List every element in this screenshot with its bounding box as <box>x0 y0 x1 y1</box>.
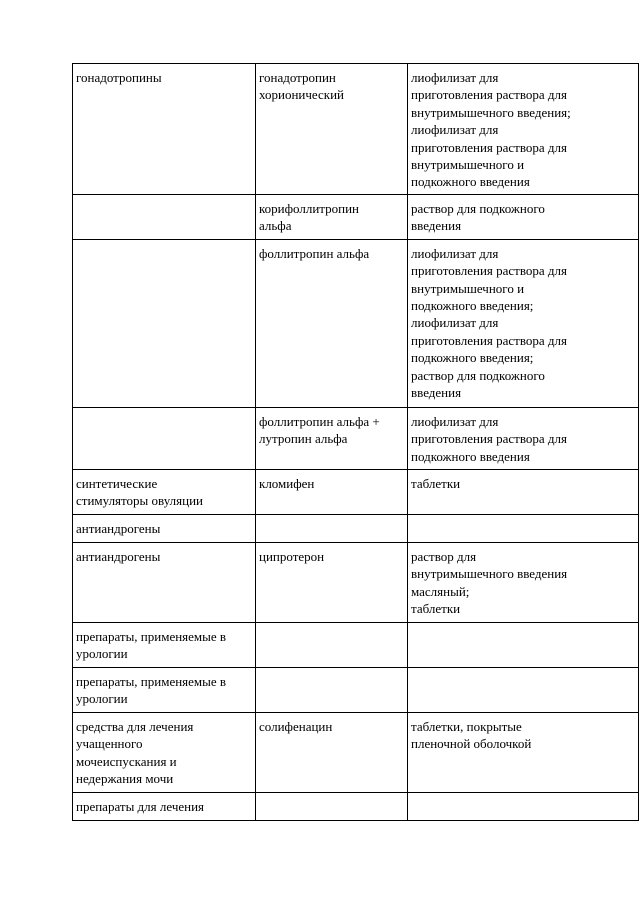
group-cell <box>73 194 256 239</box>
form-cell <box>408 712 639 792</box>
drug-cell <box>256 64 408 195</box>
group-cell <box>73 542 256 622</box>
drug-cell <box>256 194 408 239</box>
drug-cell <box>256 622 408 667</box>
drug-cell <box>256 239 408 407</box>
drug-text: ципротерон <box>259 548 325 564</box>
group-text: препараты, применяемые в урологии <box>76 628 227 662</box>
form-text: раствор для подкожного введения <box>411 200 545 234</box>
group-text: антиандрогены <box>76 548 161 564</box>
form-cell <box>408 239 639 407</box>
group-text: препараты, применяемые в урологии <box>76 673 227 707</box>
drug-cell <box>256 407 408 469</box>
group-cell <box>73 514 256 542</box>
form-cell <box>408 514 639 542</box>
table-row <box>73 407 639 469</box>
form-text: таблетки <box>411 475 461 491</box>
table-row <box>73 194 639 239</box>
drug-text: кломифен <box>259 475 315 491</box>
group-cell <box>73 64 256 195</box>
drug-text: фоллитропин альфа + лутропин альфа <box>259 413 380 447</box>
drug-cell <box>256 792 408 820</box>
form-text: лиофилизат для приготовления раствора для внутримышечного введения; лиофилизат для приготовления раствора для внутримышечного и подкожного введения <box>411 70 571 190</box>
group-text: антиандрогены <box>76 520 161 536</box>
table-row <box>73 239 639 407</box>
form-cell <box>408 792 639 820</box>
drug-text: гонадотропин хорионический <box>259 70 345 103</box>
drug-cell <box>256 469 408 514</box>
table-row <box>73 514 639 542</box>
form-text: раствор для внутримышечного введения масляный; таблетки <box>411 548 568 617</box>
form-cell <box>408 194 639 239</box>
group-text: синтетические стимуляторы овуляции <box>76 475 203 509</box>
group-cell <box>73 792 256 820</box>
table-row <box>73 667 639 712</box>
drug-text: корифоллитропин альфа <box>259 200 360 234</box>
form-cell <box>408 622 639 667</box>
group-cell <box>73 469 256 514</box>
form-cell <box>408 469 639 514</box>
drug-cell <box>256 542 408 622</box>
group-cell <box>73 407 256 469</box>
table-row <box>73 712 639 792</box>
form-text: лиофилизат для приготовления раствора для внутримышечного и подкожного введения; лиофилизат для приготовления раствора для подкожного введения; раствор для подкожного введения <box>411 245 567 401</box>
form-cell <box>408 64 639 195</box>
drug-cell <box>256 712 408 792</box>
table-row <box>73 469 639 514</box>
table-row <box>73 542 639 622</box>
group-text: средства для лечения учащенного мочеиспускания и недержания мочи <box>76 718 194 787</box>
table-row <box>73 64 639 195</box>
form-text: таблетки, покрытые пленочной оболочкой <box>411 718 532 752</box>
form-cell <box>408 542 639 622</box>
drug-text: фоллитропин альфа <box>259 245 370 261</box>
table-row <box>73 792 639 820</box>
drug-cell <box>256 667 408 712</box>
group-text: гонадотропины <box>76 70 162 85</box>
form-cell <box>408 667 639 712</box>
group-text: препараты для лечения <box>76 798 205 814</box>
drug-cell <box>256 514 408 542</box>
form-cell <box>408 407 639 469</box>
group-cell <box>73 239 256 407</box>
drug-text: солифенацин <box>259 718 333 734</box>
group-cell <box>73 667 256 712</box>
table-row <box>73 622 639 667</box>
group-cell <box>73 712 256 792</box>
form-text: лиофилизат для приготовления раствора для подкожного введения <box>411 413 567 464</box>
drug-table <box>72 63 639 821</box>
group-cell <box>73 622 256 667</box>
